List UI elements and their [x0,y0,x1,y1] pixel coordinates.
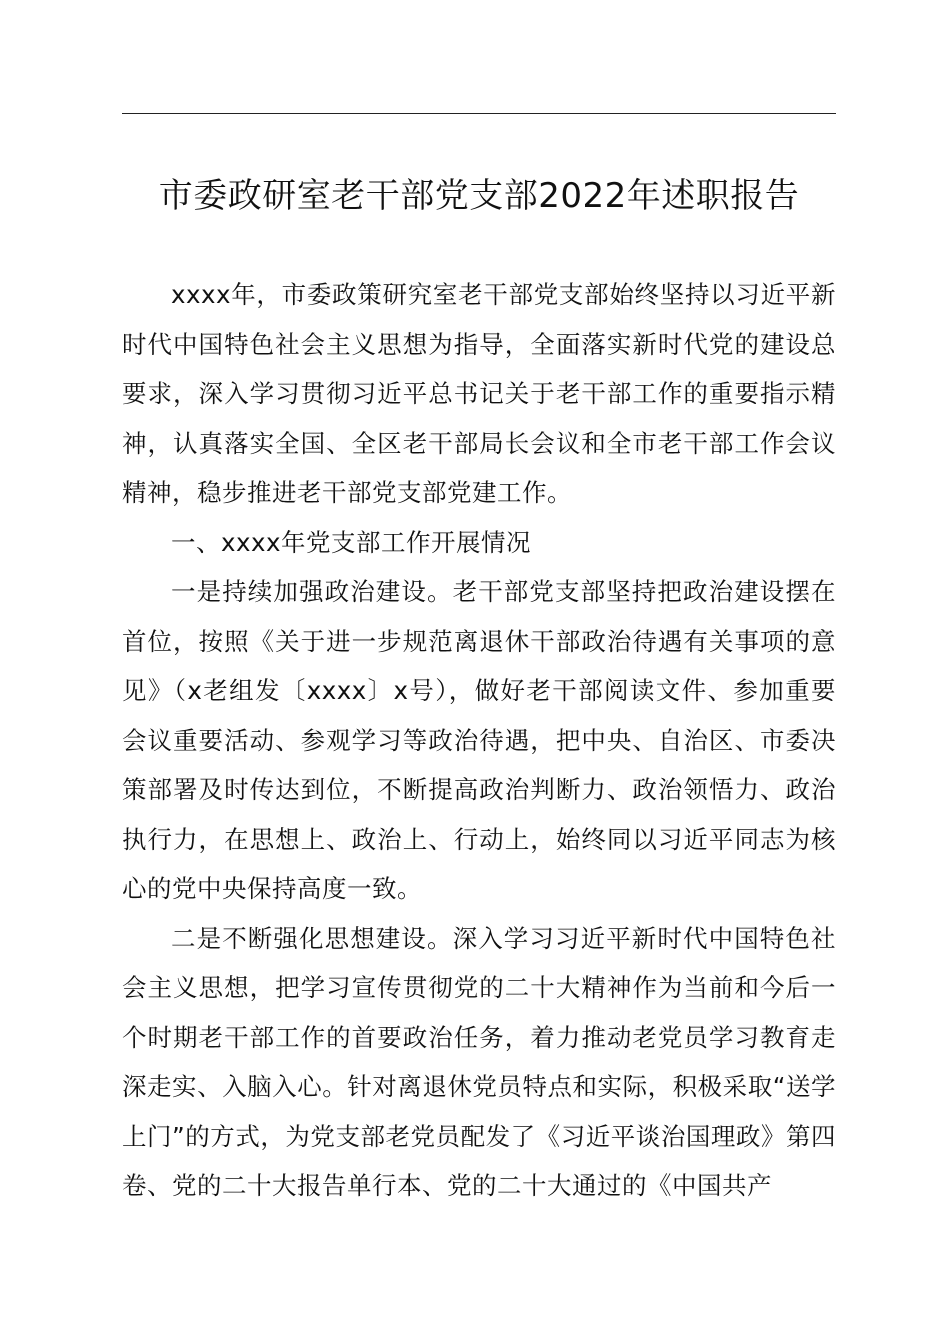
document-title: 市委政研室老干部党支部2022年述职报告 [158,176,800,216]
paragraph-ideological-building: 二是不断强化思想建设。深入学习习近平新时代中国特色社会主义思想，把学习宣传贯彻党的二十大精神作为当前和今后一个时期老干部工作的首要政治任务，着力推动老党员学习教育走深走实、入脑入心。针对离退休党员特点和实际，积极采取“送学上门”的方式，为党支部老党员配发了《习近平谈治国理政》第四卷、党的二十大报告单行本、党的二十大通过的《中国共产 [122,923,836,1200]
paragraph-political-building: 一是持续加强政治建设。老干部党支部坚持把政治建设摆在首位，按照《关于进一步规范离退休干部政治待遇有关事项的意见》（x老组发〔xxxx〕x号），做好老干部阅读文件、参加重要会议重要活动、参观学习等政治待遇，把中央、自治区、市委决策部署及时传达到位，不断提高政治判断力、政治领悟力、政治执行力，在思想上、政治上、行动上，始终同以习近平同志为核心的党中央保持高度一致。 [122,577,836,903]
header-rule [122,113,836,114]
section-heading: 一、xxxx年党支部工作开展情况 [171,527,531,557]
document-body [122,270,836,1211]
intro-paragraph: xxxx年，市委政策研究室老干部党支部始终坚持以习近平新时代中国特色社会主义思想为指导，全面落实新时代党的建设总要求，深入学习贯彻习近平总书记关于老干部工作的重要指示精神，认真落实全国、全区老干部局长会议和全市老干部工作会议精神，稳步推进老干部党支部党建工作。 [122,280,836,507]
